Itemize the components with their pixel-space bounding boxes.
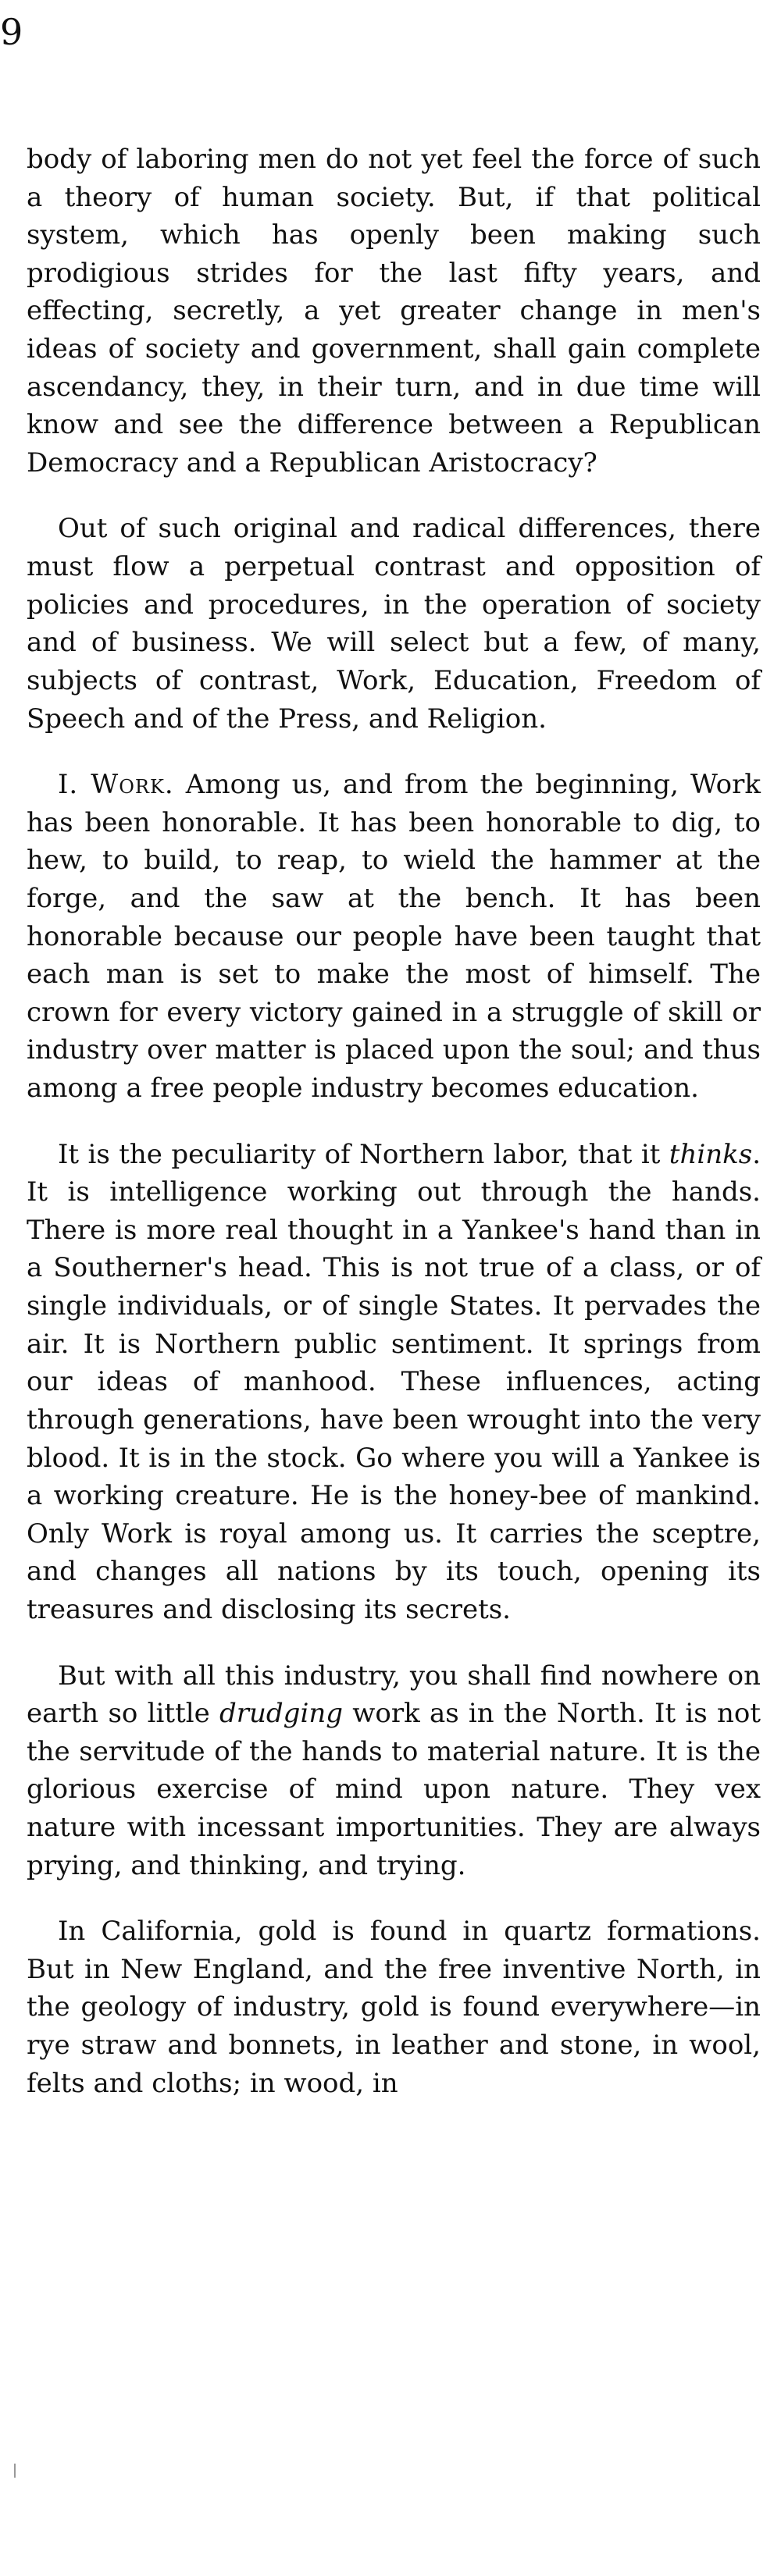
scan-edge-mark bbox=[14, 2464, 16, 2478]
paragraph-northern-labor bbox=[27, 1136, 761, 1629]
paragraph-drudging-work-start: But with all this industry, you shall find nowhere on earth so little bbox=[27, 1660, 761, 1730]
paragraph-radical-differences: Out of such original and radical differences, there must flow a perpetual contrast and opposition of policies and procedures, in the operation of society and of business. We will select but a few, of many, subjects of contrast, Work, Education, Freedom of Speech and of the Press, and Religion. bbox=[27, 513, 761, 735]
paragraph-work-section bbox=[27, 766, 761, 1107]
emphasis-drudging: drudging bbox=[219, 1698, 343, 1730]
paragraph-continuation: body of laboring men do not yet feel the force of such a theory of human society. But, if that political system, which has openly been making such prodigious strides for the last fifty years, and effecting, secretly, a yet greater change in men's ideas of society and government, shall gain complete ascendancy, they, in their turn, and in due time will know and see the difference between a Republican Democracy and a Republican Aristocracy? bbox=[27, 144, 761, 479]
paragraph-northern-labor-start: It is the peculiarity of Northern labor, that it bbox=[58, 1138, 669, 1170]
document-text-column bbox=[27, 141, 761, 2130]
section-heading-work: I. Work. bbox=[58, 769, 174, 801]
paragraph-drudging-work-end: work as in the North. It is not the servitude of the hands to material nature. It is the glorious exercise of mind upon nature. They vex nature with incessant importunities. They are always prying, and thinking, and trying. bbox=[27, 1698, 761, 1881]
paragraph-drudging-work bbox=[27, 1657, 761, 1885]
paragraph-california-gold: In California, gold is found in quartz formations. But in New England, and the free inventive North, in the geology of industry, gold is found everywhere—in rye straw and bonnets, in leather and stone, in wool, felts and cloths; in wood, in bbox=[27, 1916, 761, 2099]
page-number: 9 bbox=[0, 11, 24, 53]
paragraph-work-body: Among us, and from the beginning, Work has been honorable. It has been honorable to dig, to hew, to build, to reap, to wield the hammer at the forge, and the saw at the bench. It has been honorable because our people have been taught that each man is set to make the most of himself. The crown for every victory gained in a struggle of skill or industry over matter is placed upon the soul; and thus among a free people industry becomes education. bbox=[27, 769, 761, 1105]
paragraph-northern-labor-end: . It is intelligence working out through the hands. There is more real thought in a Yankee's hand than in a Southerner's head. This is not true of a class, or of single individuals, or of single States. It pervades the air. It is Northern public sentiment. It springs from our ideas of manhood. These influences, acting through generations, have been wrought into the very blood. It is in the stock. Go where you will a Yankee is a working creature. He is the honey-bee of mankind. Only Work is royal among us. It carries the sceptre, and changes all nations by its touch, opening its treasures and disclosing its secrets. bbox=[27, 1138, 761, 1625]
emphasis-thinks: thinks bbox=[669, 1138, 753, 1170]
